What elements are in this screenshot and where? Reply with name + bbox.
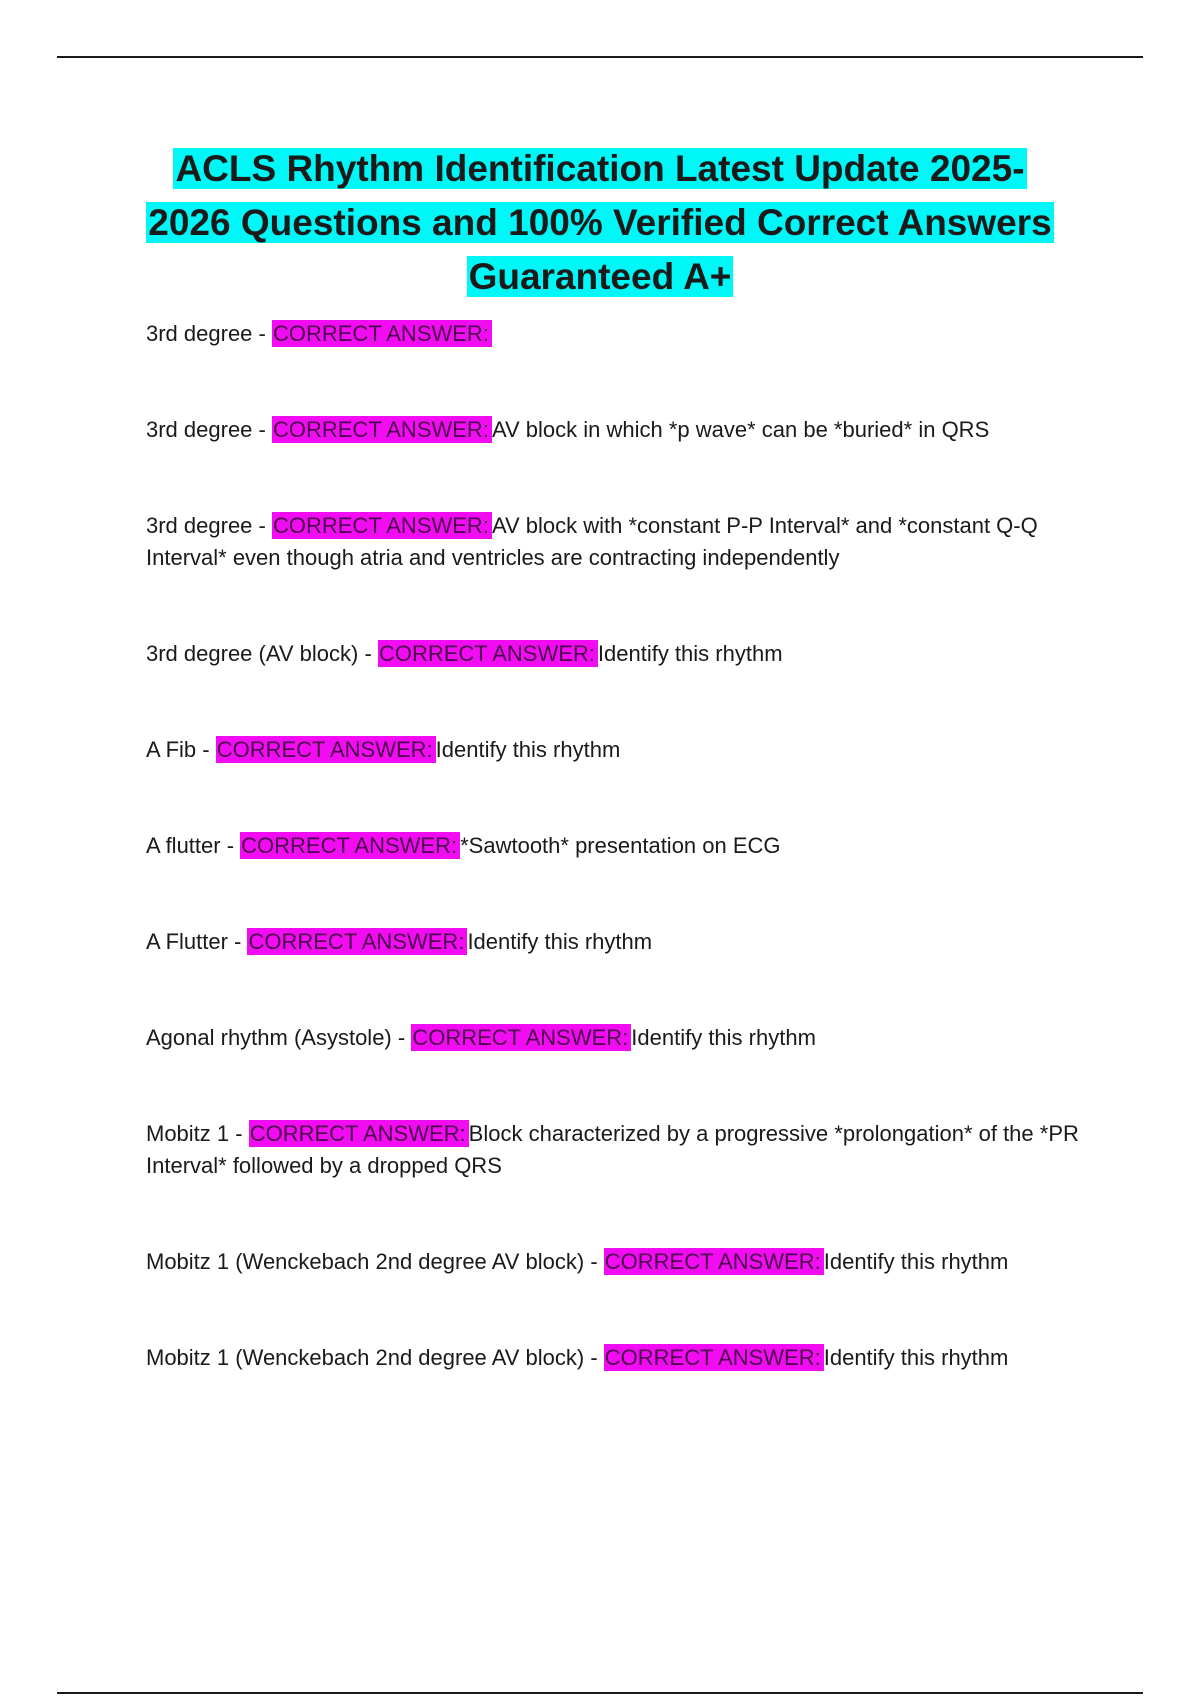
qa-item: 3rd degree - CORRECT ANSWER: — [146, 318, 1086, 350]
qa-term: A flutter — [146, 833, 221, 858]
qa-term: 3rd degree — [146, 513, 253, 538]
qa-item: Mobitz 1 - CORRECT ANSWER: Block characterized by a progressive *prolongation* of the *PR Interval* followed by a dropped QRS — [146, 1121, 1079, 1178]
qa-answer: Identify this rhythm — [435, 737, 621, 762]
qa-item: 3rd degree - CORRECT ANSWER: AV block in which *p wave* can be *buried* in QRS — [146, 417, 990, 442]
qa-item: A Fib - CORRECT ANSWER: Identify this rhythm — [146, 737, 621, 762]
header-rule — [57, 56, 1143, 58]
qa-answer: AV block in which *p wave* can be *buried* in QRS — [491, 417, 990, 442]
correct-answer-tag: CORRECT ANSWER: — [604, 1248, 824, 1275]
document-title-text: ACLS Rhythm Identification Latest Update 2025-2026 Questions and 100% Verified Correct Answers Guaranteed A+ — [148, 148, 1052, 297]
qa-answer: Identify this rhythm — [631, 1025, 816, 1050]
footer-rule — [57, 1692, 1143, 1694]
qa-answer: AV block with *constant P-P Interval* and *constant Q-Q Interval* even though atria and ventricles are contracting independently — [146, 513, 1038, 570]
qa-answer: *Sawtooth* presentation on ECG — [460, 833, 781, 858]
qa-item: 3rd degree (AV block) - CORRECT ANSWER: Identify this rhythm — [146, 641, 783, 666]
qa-term: 3rd degree — [146, 417, 253, 442]
qa-term: Agonal rhythm (Asystole) — [146, 1025, 392, 1050]
correct-answer-tag: CORRECT ANSWER: — [411, 1024, 631, 1051]
qa-answer: Identify this rhythm — [823, 1345, 1009, 1370]
qa-term: Mobitz 1 (Wenckebach 2nd degree AV block) — [146, 1345, 585, 1370]
document-title — [140, 142, 1060, 304]
qa-answer: Identify this rhythm — [823, 1249, 1009, 1274]
qa-item: 3rd degree - CORRECT ANSWER: AV block with *constant P-P Interval* and *constant Q-Q Interval* even though atria and ventricles are contracting independently — [146, 513, 1038, 570]
correct-answer-tag: CORRECT ANSWER: — [272, 512, 492, 539]
qa-term: 3rd degree — [146, 321, 253, 346]
correct-answer-tag: CORRECT ANSWER: — [604, 1344, 824, 1371]
correct-answer-tag: CORRECT ANSWER: — [249, 1120, 469, 1147]
qa-item: Mobitz 1 (Wenckebach 2nd degree AV block) - CORRECT ANSWER: Identify this rhythm — [146, 1249, 1009, 1274]
qa-term: Mobitz 1 — [146, 1121, 230, 1146]
qa-answer: Identify this rhythm — [467, 929, 653, 954]
qa-item: Agonal rhythm (Asystole) - CORRECT ANSWER: Identify this rhythm — [146, 1025, 816, 1050]
qa-term: 3rd degree (AV block) — [146, 641, 359, 666]
qa-answer: Identify this rhythm — [597, 641, 783, 666]
correct-answer-tag: CORRECT ANSWER: — [272, 320, 492, 347]
qa-item: Mobitz 1 (Wenckebach 2nd degree AV block) - CORRECT ANSWER: Identify this rhythm — [146, 1345, 1009, 1370]
qa-item: A flutter - CORRECT ANSWER: *Sawtooth* presentation on ECG — [146, 833, 781, 858]
qa-term: A Fib — [146, 737, 197, 762]
correct-answer-tag: CORRECT ANSWER: — [272, 416, 492, 443]
qa-answer: Block characterized by a progressive *prolongation* of the *PR Interval* followed by a dropped QRS — [146, 1121, 1079, 1178]
correct-answer-tag: CORRECT ANSWER: — [240, 832, 460, 859]
correct-answer-tag: CORRECT ANSWER: — [378, 640, 598, 667]
correct-answer-tag: CORRECT ANSWER: — [216, 736, 436, 763]
qa-term: Mobitz 1 (Wenckebach 2nd degree AV block) — [146, 1249, 585, 1274]
qa-list — [146, 318, 1086, 1374]
qa-item: A Flutter - CORRECT ANSWER: Identify this rhythm — [146, 929, 653, 954]
qa-term: A Flutter — [146, 929, 228, 954]
correct-answer-tag: CORRECT ANSWER: — [247, 928, 467, 955]
